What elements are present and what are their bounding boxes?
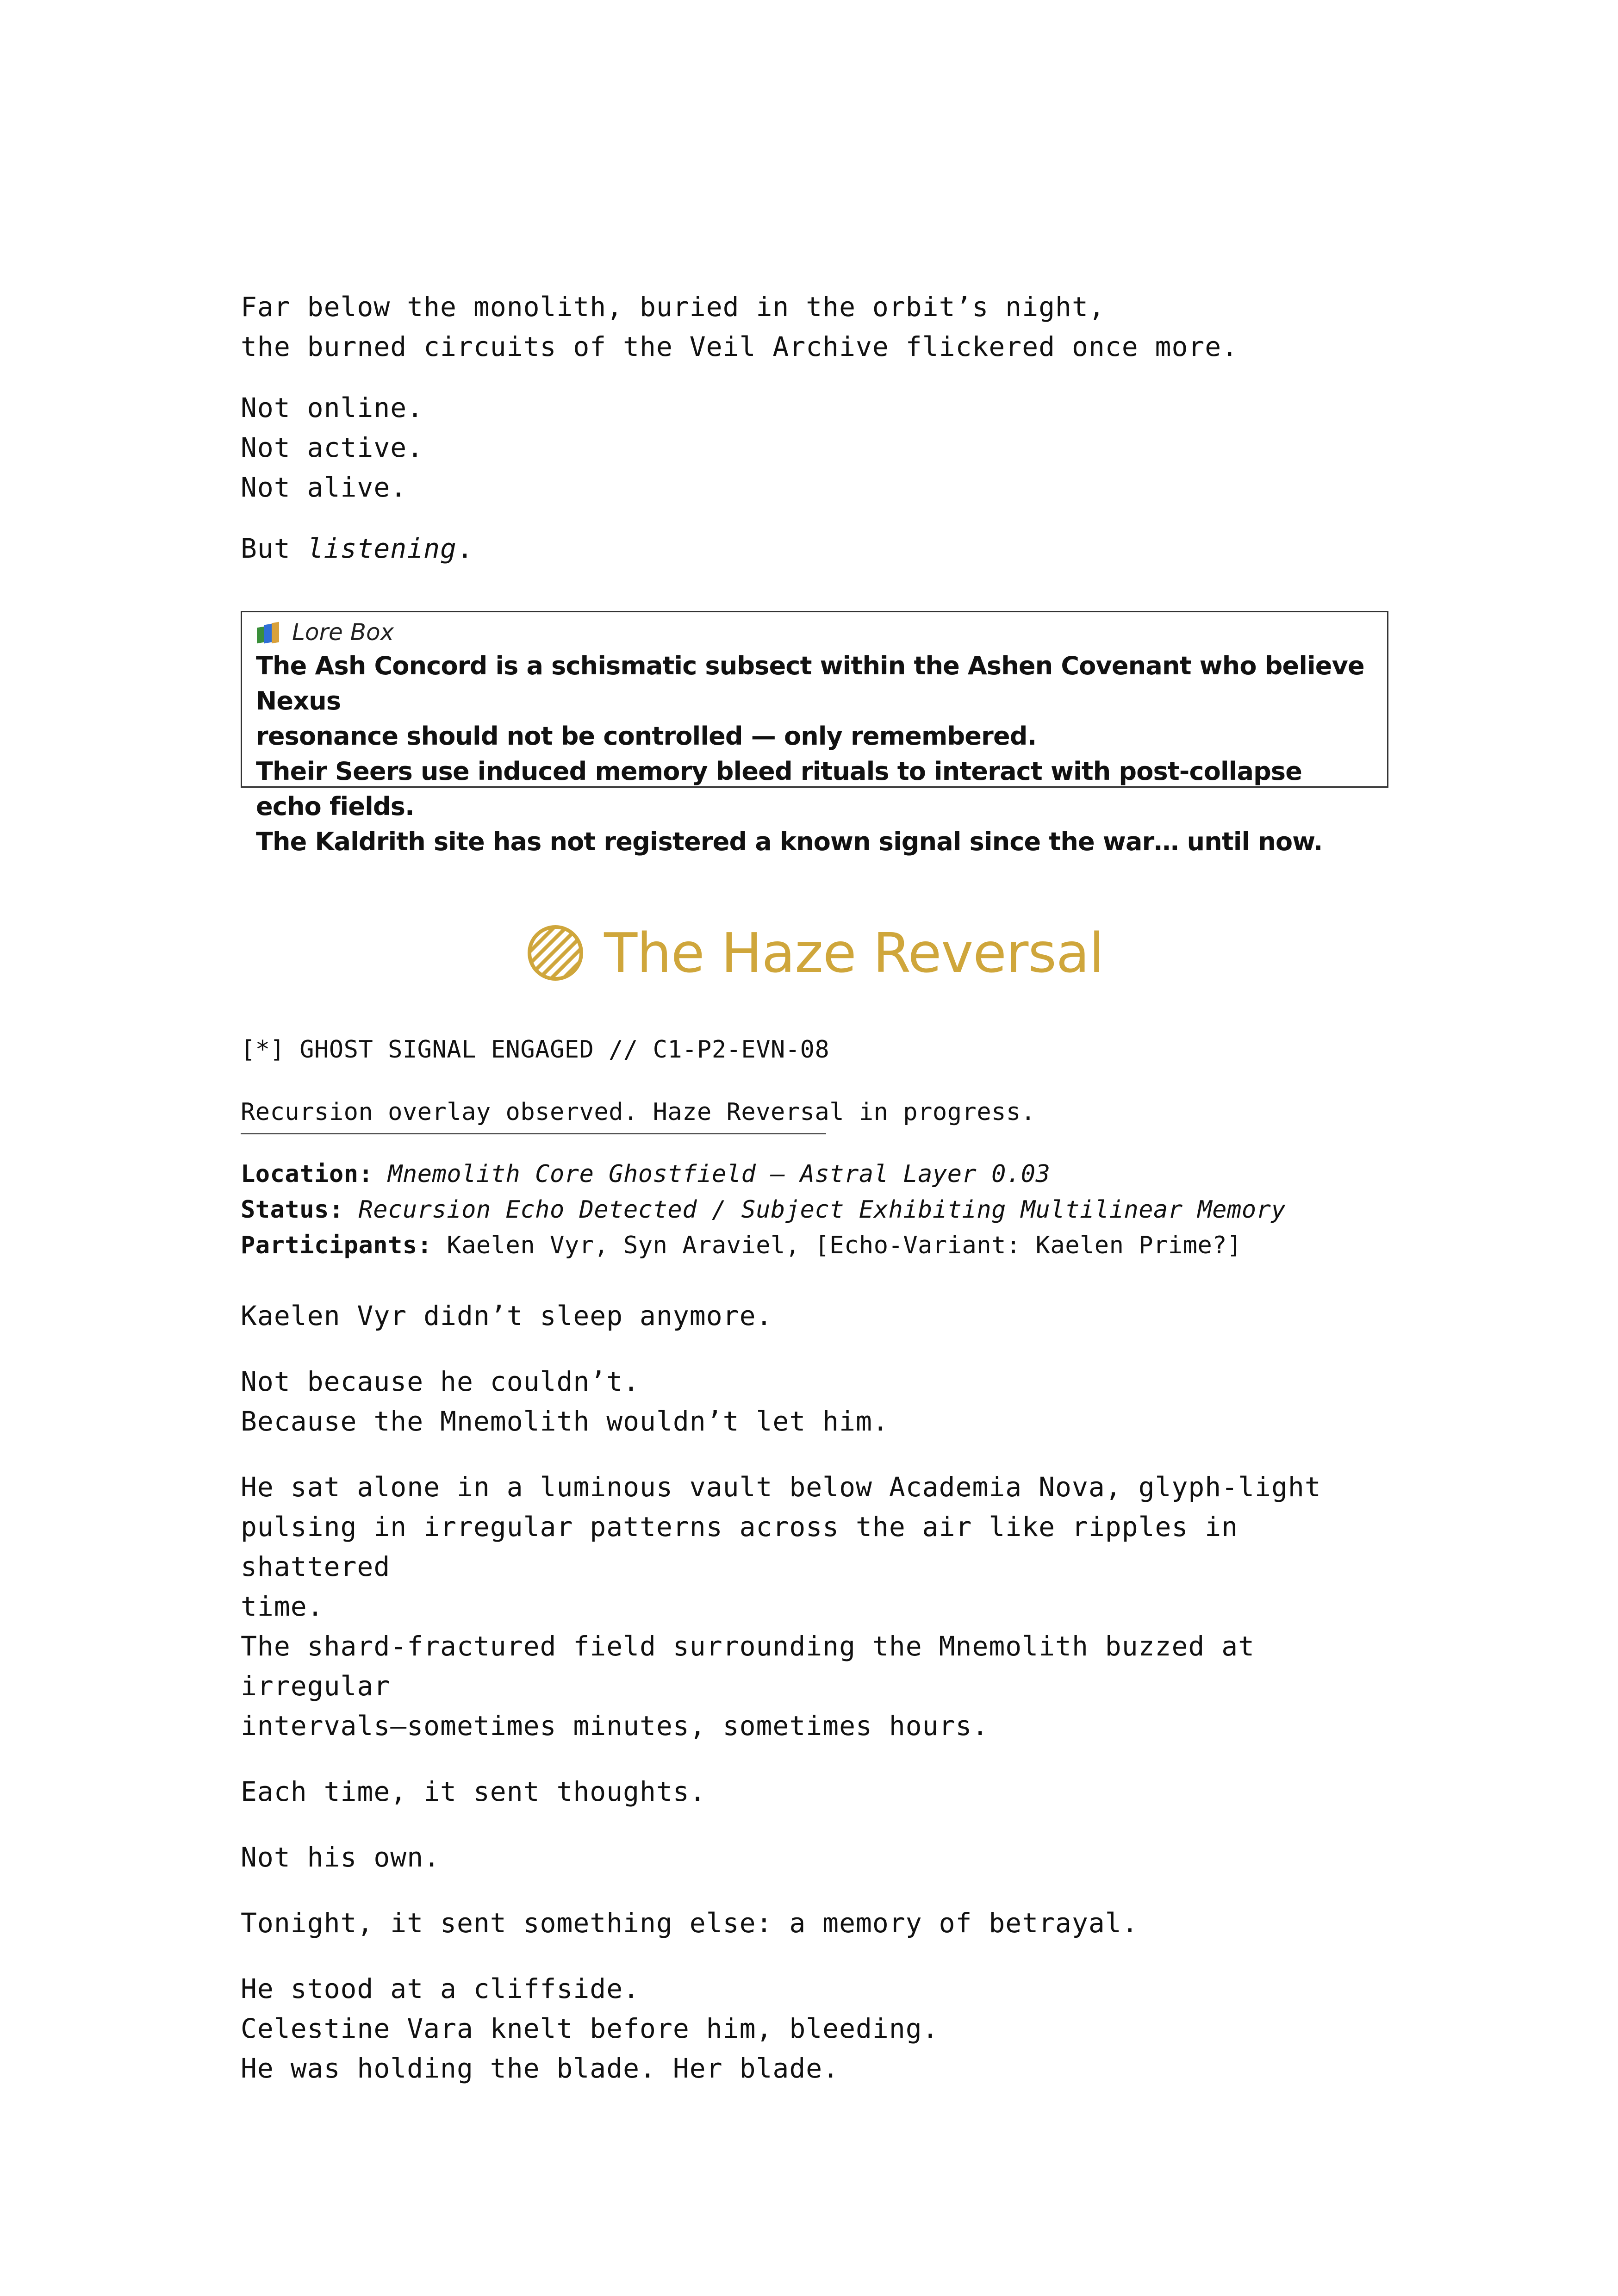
lore-box: [241, 611, 1388, 856]
status-label: Status:: [241, 1196, 344, 1224]
text-line: Not active.: [241, 432, 424, 463]
text-line: Far below the monolith, buried in the orbit’s night,: [241, 291, 1105, 323]
text-line: pulsing in irregular patterns across the air like ripples in shattered: [241, 1511, 1255, 1582]
lore-box-header: [256, 616, 1373, 648]
location-label: Location:: [241, 1160, 373, 1188]
story-paragraph: Each time, it sent thoughts.: [241, 1776, 706, 1807]
intro-block: [241, 287, 1388, 568]
story-paragraph: [241, 1362, 1388, 1441]
lore-line: The Ash Concord is a schismatic subsect within the Ashen Covenant who believe Nexus: [256, 651, 1364, 716]
story-block: [241, 1296, 1388, 2114]
signal-line: [*] GHOST SIGNAL ENGAGED // C1-P2-EVN-08: [241, 1036, 830, 1064]
text-line: Not because he couldn’t.: [241, 1366, 640, 1397]
text-span: .: [456, 533, 473, 564]
divider: [241, 1133, 826, 1134]
participants-row: [241, 1228, 1388, 1263]
books-icon: [256, 621, 283, 644]
intro-paragraph-2: [241, 388, 1388, 507]
text-line: time.: [241, 1591, 324, 1622]
story-paragraph: Kaelen Vyr didn’t sleep anymore.: [241, 1300, 773, 1332]
intro-paragraph-1: [241, 287, 1388, 367]
section-title: The Haze Reversal: [604, 921, 1104, 985]
story-paragraph: Tonight, it sent something else: a memory of betrayal.: [241, 1907, 1139, 1939]
participants-label: Participants:: [241, 1232, 432, 1259]
story-paragraph: [241, 1467, 1388, 1746]
story-paragraph: Not his own.: [241, 1842, 441, 1873]
overlay-line: Recursion overlay observed. Haze Reversal in progress.: [241, 1098, 1036, 1126]
participants-value: Kaelen Vyr, Syn Araviel, [Echo-Variant: Kaelen Prime?]: [447, 1232, 1242, 1259]
text-line: The shard-fractured field surrounding the Mnemolith buzzed at irregular: [241, 1630, 1271, 1702]
text-line: the burned circuits of the Veil Archive flickered once more.: [241, 331, 1238, 362]
intro-paragraph-3: [241, 529, 1388, 568]
signal-block: [241, 1032, 1388, 1263]
section-heading: [241, 921, 1388, 985]
text-line: Celestine Vara knelt before him, bleeding.: [241, 2013, 939, 2044]
text-line: He stood at a cliffside.: [241, 1973, 640, 2004]
location-row: [241, 1157, 1388, 1192]
emphasis-text: listening: [307, 533, 457, 564]
text-line: Not online.: [241, 392, 424, 423]
hatched-circle-icon: [525, 923, 585, 983]
text-line: intervals—sometimes minutes, sometimes hours.: [241, 1710, 989, 1742]
location-value: Mnemolith Core Ghostfield – Astral Layer 0.03: [388, 1160, 1051, 1188]
status-value: Recursion Echo Detected / Subject Exhibiting Multilinear Memory: [358, 1196, 1286, 1224]
lore-line: The Kaldrith site has not registered a known signal since the war… until now.: [256, 827, 1323, 856]
lore-line: resonance should not be controlled — only remembered.: [256, 722, 1037, 751]
text-line: Not alive.: [241, 472, 407, 503]
text-line: Because the Mnemolith wouldn’t let him.: [241, 1406, 889, 1437]
story-paragraph: [241, 1969, 1388, 2088]
text-span: But: [241, 533, 307, 564]
text-line: He sat alone in a luminous vault below Academia Nova, glyph-light: [241, 1471, 1321, 1503]
lore-box-title: Lore Box: [292, 619, 394, 646]
lore-line: Their Seers use induced memory bleed rituals to interact with post-collapse echo fields.: [256, 757, 1302, 821]
status-row: [241, 1192, 1388, 1228]
text-line: He was holding the blade. Her blade.: [241, 2053, 840, 2084]
